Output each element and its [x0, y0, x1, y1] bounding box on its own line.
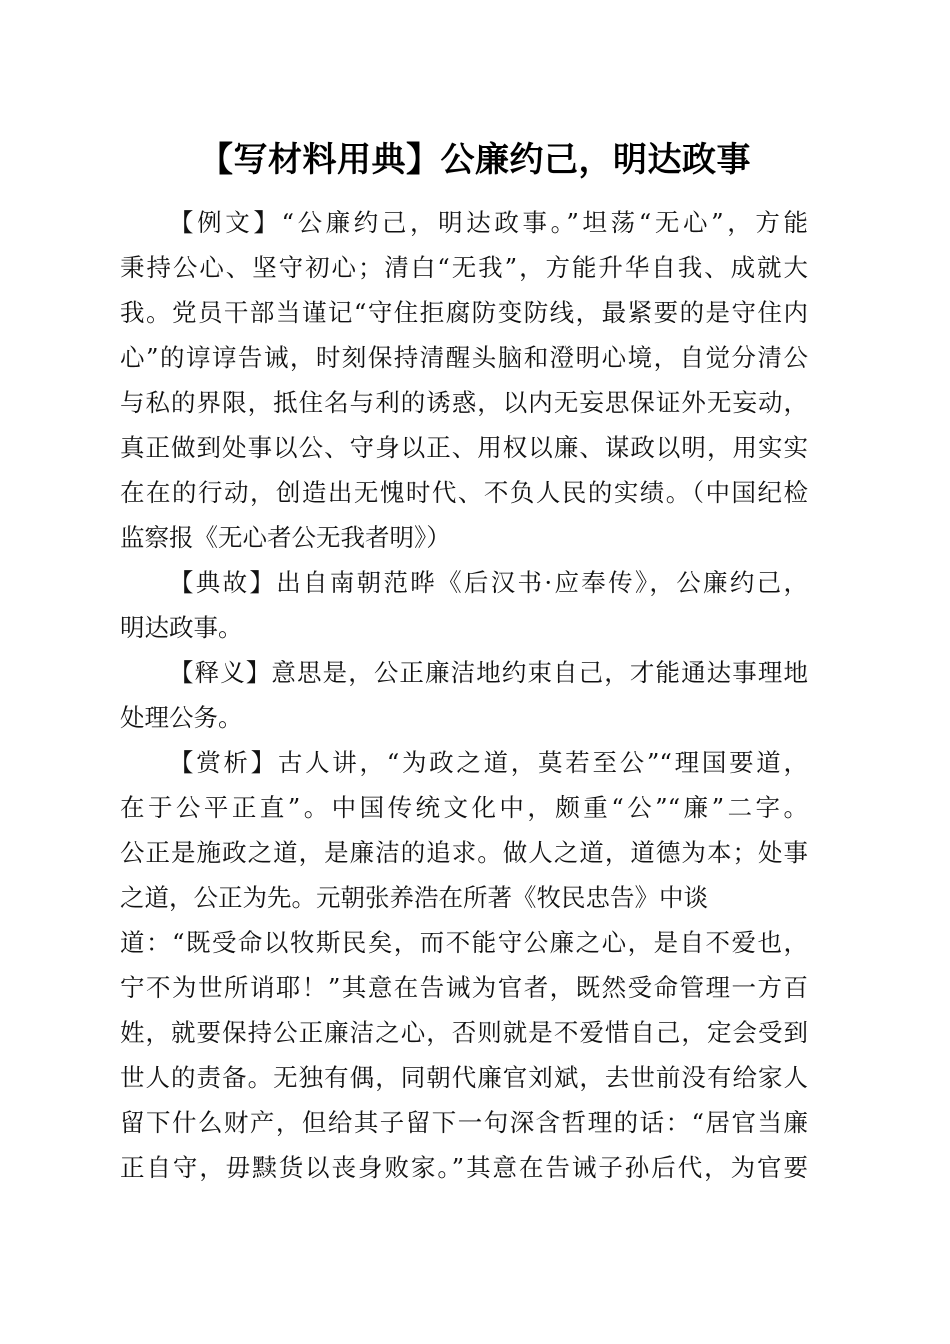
paragraph-line: 正自守，毋黩货以丧身败家。”其意在告诫子孙后代，为官要	[120, 1153, 808, 1182]
paragraph-line: 在于公平正直”。中国传统文化中，颇重“公”“廉”二字。	[120, 793, 808, 822]
paragraph-line: 秉持公心、坚守初心；清白“无我”，方能升华自我、成就大	[120, 253, 808, 282]
paragraph-line: 与私的界限，抵住名与利的诱惑，以内无妄思保证外无妄动，	[120, 388, 808, 417]
paragraph-line: 【赏析】古人讲，“为政之道，莫若至公”“理国要道，	[169, 748, 808, 777]
paragraph-line: 宁不为世所诮耶！”其意在告诫为官者，既然受命管理一方百	[120, 973, 808, 1002]
paragraph-line: 我。党员干部当谨记“守住拒腐防变防线，最紧要的是守住内	[120, 298, 808, 327]
paragraph-line: 【释义】意思是，公正廉洁地约束自己，才能通达事理地	[169, 658, 808, 687]
paragraph-line: 道：“既受命以牧斯民矣，而不能守公廉之心，是自不爱也，	[120, 928, 808, 957]
paragraph-line: 留下什么财产，但给其子留下一句深含哲理的话：“居官当廉	[120, 1108, 808, 1137]
paragraph-line: 【典故】出自南朝范晔《后汉书·应奉传》，公廉约己，	[169, 568, 808, 597]
paragraph-line: 之道，公正为先。元朝张养浩在所著《牧民忠告》中谈	[120, 883, 708, 912]
paragraph-line: 姓，就要保持公正廉洁之心，否则就是不爱惜自己，定会受到	[120, 1018, 808, 1047]
paragraph-line: 世人的责备。无独有偶，同朝代廉官刘斌，去世前没有给家人	[120, 1063, 808, 1092]
document-title: 【写材料用典】公廉约己，明达政事	[199, 140, 751, 180]
paragraph-line: 公正是施政之道，是廉洁的追求。做人之道，道德为本；处事	[120, 838, 808, 867]
paragraph-line: 处理公务。	[120, 703, 243, 732]
paragraph-line: 明达政事。	[120, 613, 243, 642]
paragraph-line: 真正做到处事以公、守身以正、用权以廉、谋政以明，用实实	[120, 433, 808, 462]
paragraph-line: 心”的谆谆告诫，时刻保持清醒头脑和澄明心境，自觉分清公	[120, 343, 808, 372]
paragraph-line: 【例文】“公廉约己，明达政事。”坦荡“无心”，方能	[169, 208, 808, 237]
paragraph-line: 在在的行动，创造出无愧时代、不负人民的实绩。（中国纪检	[120, 478, 808, 507]
paragraph-line: 监察报《无心者公无我者明》）	[120, 523, 451, 552]
